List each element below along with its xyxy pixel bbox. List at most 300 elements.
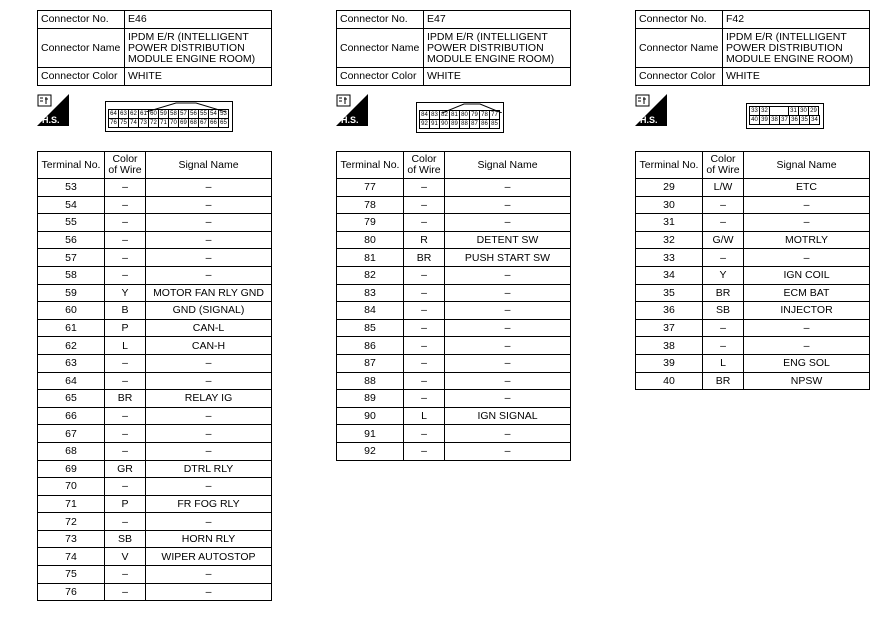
table-row <box>636 231 870 249</box>
wire-color-cell: – <box>404 319 445 337</box>
connector-pin: 59 <box>158 109 169 119</box>
connector-name-label: Connector Name <box>636 29 723 68</box>
table-row <box>636 249 870 267</box>
signal-name-cell: – <box>146 214 272 232</box>
color-of-wire-header: Color of Wire <box>105 152 146 179</box>
signal-name-cell: DETENT SW <box>445 231 571 249</box>
connector-pin: 72 <box>148 118 159 128</box>
terminal-no-cell: 73 <box>38 530 105 548</box>
table-row <box>38 425 272 443</box>
hs-harness-side-icon <box>336 94 368 126</box>
connector-pin: 74 <box>128 118 139 128</box>
connector-no-value: E47 <box>424 11 571 29</box>
connector-color-label: Connector Color <box>337 68 424 86</box>
wire-color-cell: L <box>105 337 146 355</box>
signal-name-cell: – <box>744 196 870 214</box>
signal-name-cell: – <box>445 337 571 355</box>
terminal-no-cell: 33 <box>636 249 703 267</box>
wire-color-cell: – <box>404 302 445 320</box>
connector-pin: 70 <box>168 118 179 128</box>
table-row <box>636 266 870 284</box>
signal-name-cell: – <box>146 478 272 496</box>
signal-name-cell: – <box>445 266 571 284</box>
signal-name-cell: – <box>445 179 571 197</box>
table-row <box>636 302 870 320</box>
terminal-no-cell: 78 <box>337 196 404 214</box>
terminal-table-e46 <box>37 151 272 601</box>
svg-text:H.S.: H.S. <box>42 115 60 125</box>
connector-e47-diagram <box>416 102 504 133</box>
terminal-no-header: Terminal No. <box>38 152 105 179</box>
signal-name-cell: – <box>146 372 272 390</box>
terminal-no-cell: 83 <box>337 284 404 302</box>
wire-color-cell: – <box>404 196 445 214</box>
table-row <box>337 390 571 408</box>
wire-color-cell: – <box>404 390 445 408</box>
table-row <box>337 249 571 267</box>
table-row <box>337 284 571 302</box>
wire-color-cell: – <box>404 179 445 197</box>
wire-color-cell: – <box>105 214 146 232</box>
terminal-no-cell: 54 <box>38 196 105 214</box>
signal-name-cell: GND (SIGNAL) <box>146 302 272 320</box>
connector-pin: 73 <box>138 118 149 128</box>
wire-color-cell: – <box>105 566 146 584</box>
terminal-no-cell: 72 <box>38 513 105 531</box>
connector-pin: 53 <box>218 109 229 119</box>
table-row <box>337 337 571 355</box>
connector-pin: 78 <box>479 110 490 120</box>
terminal-no-cell: 90 <box>337 407 404 425</box>
connector-pin: 75 <box>118 118 129 128</box>
signal-name-header: Signal Name <box>146 152 272 179</box>
wire-color-cell: L <box>703 354 744 372</box>
terminal-no-cell: 84 <box>337 302 404 320</box>
connector-name-value: IPDM E/R (INTELLIGENT POWER DISTRIBUTION MODULE ENGINE ROOM) <box>723 29 870 68</box>
terminal-no-cell: 38 <box>636 337 703 355</box>
table-row <box>337 214 571 232</box>
signal-name-cell: MOTRLY <box>744 231 870 249</box>
signal-name-cell: FR FOG RLY <box>146 495 272 513</box>
connector-pin: 64 <box>108 109 119 119</box>
terminal-no-cell: 32 <box>636 231 703 249</box>
wire-color-cell: – <box>703 214 744 232</box>
table-row <box>636 214 870 232</box>
table-row <box>38 566 272 584</box>
terminal-no-cell: 80 <box>337 231 404 249</box>
wire-color-cell: – <box>105 196 146 214</box>
terminal-no-cell: 29 <box>636 179 703 197</box>
connector-name-value: IPDM E/R (INTELLIGENT POWER DISTRIBUTION MODULE ENGINE ROOM) <box>424 29 571 68</box>
table-row <box>38 231 272 249</box>
wire-color-cell: – <box>105 442 146 460</box>
connector-pin: 55 <box>198 109 209 119</box>
wire-color-cell: G/W <box>703 231 744 249</box>
wire-color-cell: – <box>105 583 146 601</box>
signal-name-cell: – <box>146 231 272 249</box>
wire-color-cell: SB <box>703 302 744 320</box>
wire-color-cell: BR <box>105 390 146 408</box>
connector-pin: 35 <box>799 115 810 125</box>
wire-color-cell: L/W <box>703 179 744 197</box>
wire-color-cell: P <box>105 319 146 337</box>
connector-pin: 92 <box>419 119 430 129</box>
wire-color-cell: – <box>105 513 146 531</box>
terminal-table-f42 <box>635 151 870 390</box>
connector-pin: 34 <box>809 115 820 125</box>
signal-name-cell: MOTOR FAN RLY GND <box>146 284 272 302</box>
terminal-no-cell: 75 <box>38 566 105 584</box>
signal-name-cell: – <box>445 354 571 372</box>
signal-name-cell: INJECTOR <box>744 302 870 320</box>
connector-color-value: WHITE <box>125 68 272 86</box>
signal-name-cell: – <box>445 319 571 337</box>
connector-pin: 76 <box>108 118 119 128</box>
signal-name-cell: WIPER AUTOSTOP <box>146 548 272 566</box>
terminal-no-cell: 86 <box>337 337 404 355</box>
signal-name-cell: IGN SIGNAL <box>445 407 571 425</box>
table-row <box>38 442 272 460</box>
signal-name-cell: – <box>445 214 571 232</box>
terminal-no-cell: 63 <box>38 354 105 372</box>
terminal-table-e47 <box>336 151 571 461</box>
svg-text:H.S.: H.S. <box>640 115 658 125</box>
terminal-no-cell: 82 <box>337 266 404 284</box>
terminal-no-cell: 66 <box>38 407 105 425</box>
table-row <box>337 372 571 390</box>
connector-pin: 82 <box>439 110 450 120</box>
table-row <box>38 196 272 214</box>
terminal-no-cell: 39 <box>636 354 703 372</box>
table-row <box>636 319 870 337</box>
signal-name-cell: DTRL RLY <box>146 460 272 478</box>
table-row <box>38 284 272 302</box>
wire-color-cell: – <box>105 179 146 197</box>
table-row <box>337 196 571 214</box>
table-row <box>38 354 272 372</box>
signal-name-header: Signal Name <box>445 152 571 179</box>
terminal-no-cell: 69 <box>38 460 105 478</box>
terminal-no-cell: 34 <box>636 266 703 284</box>
wire-color-cell: – <box>703 337 744 355</box>
terminal-no-cell: 85 <box>337 319 404 337</box>
terminal-no-cell: 70 <box>38 478 105 496</box>
signal-name-cell: ECM BAT <box>744 284 870 302</box>
wire-color-cell: – <box>105 354 146 372</box>
terminal-no-cell: 67 <box>38 425 105 443</box>
color-of-wire-header: Color of Wire <box>404 152 445 179</box>
terminal-no-cell: 40 <box>636 372 703 390</box>
wire-color-cell: Y <box>703 266 744 284</box>
wire-color-cell: – <box>105 231 146 249</box>
connector-pin: 65 <box>218 118 229 128</box>
connector-color-label: Connector Color <box>38 68 125 86</box>
terminal-no-cell: 88 <box>337 372 404 390</box>
terminal-no-cell: 53 <box>38 179 105 197</box>
terminal-no-cell: 77 <box>337 179 404 197</box>
signal-name-cell: – <box>445 390 571 408</box>
wire-color-cell: Y <box>105 284 146 302</box>
connector-no-value: E46 <box>125 11 272 29</box>
table-row <box>38 548 272 566</box>
connector-f42-diagram <box>746 103 824 129</box>
wire-color-cell: – <box>404 425 445 443</box>
connector-pin: 77 <box>489 110 500 120</box>
table-row <box>38 249 272 267</box>
connector-pin: 60 <box>148 109 159 119</box>
wire-color-cell: P <box>105 495 146 513</box>
connector-pin: 90 <box>439 119 450 129</box>
connector-pin: 57 <box>178 109 189 119</box>
terminal-no-cell: 35 <box>636 284 703 302</box>
wire-color-cell: – <box>703 249 744 267</box>
terminal-no-cell: 61 <box>38 319 105 337</box>
table-row <box>636 196 870 214</box>
terminal-no-cell: 37 <box>636 319 703 337</box>
hs-harness-side-icon <box>635 94 667 126</box>
connector-pin: 40 <box>749 115 760 125</box>
connector-pin: 37 <box>779 115 790 125</box>
wire-color-cell: – <box>404 214 445 232</box>
wire-color-cell: – <box>105 249 146 267</box>
table-row <box>38 390 272 408</box>
terminal-no-cell: 56 <box>38 231 105 249</box>
signal-name-cell: CAN-L <box>146 319 272 337</box>
table-row <box>337 302 571 320</box>
terminal-no-cell: 60 <box>38 302 105 320</box>
table-row <box>337 425 571 443</box>
terminal-no-cell: 59 <box>38 284 105 302</box>
terminal-no-header: Terminal No. <box>337 152 404 179</box>
table-row <box>38 214 272 232</box>
wire-color-cell: – <box>404 372 445 390</box>
table-row <box>38 319 272 337</box>
table-row <box>337 266 571 284</box>
terminal-no-cell: 36 <box>636 302 703 320</box>
terminal-no-cell: 55 <box>38 214 105 232</box>
terminal-no-cell: 79 <box>337 214 404 232</box>
wire-color-cell: – <box>105 372 146 390</box>
wire-color-cell: – <box>404 442 445 460</box>
connector-pin: 91 <box>429 119 440 129</box>
table-row <box>38 460 272 478</box>
table-row <box>337 442 571 460</box>
table-row <box>636 337 870 355</box>
table-row <box>38 530 272 548</box>
signal-name-cell: – <box>146 249 272 267</box>
wire-color-cell: – <box>404 284 445 302</box>
signal-name-cell: NPSW <box>744 372 870 390</box>
connector-pin: 84 <box>419 110 430 120</box>
connector-e47-info <box>336 10 571 86</box>
connector-pin: 66 <box>208 118 219 128</box>
connector-pin: 63 <box>118 109 129 119</box>
terminal-no-cell: 64 <box>38 372 105 390</box>
terminal-no-cell: 31 <box>636 214 703 232</box>
wire-color-cell: – <box>105 478 146 496</box>
connector-pin: 29 <box>808 106 819 116</box>
signal-name-cell: – <box>146 583 272 601</box>
signal-name-cell: RELAY IG <box>146 390 272 408</box>
table-row <box>38 478 272 496</box>
signal-name-cell: – <box>146 266 272 284</box>
wire-color-cell: – <box>703 319 744 337</box>
connector-no-value: F42 <box>723 11 870 29</box>
connector-pin: 68 <box>188 118 199 128</box>
table-row <box>337 179 571 197</box>
connector-pin: 58 <box>168 109 179 119</box>
connector-pin: 81 <box>449 110 460 120</box>
wire-color-cell: SB <box>105 530 146 548</box>
connector-name-label: Connector Name <box>337 29 424 68</box>
signal-name-header: Signal Name <box>744 152 870 179</box>
connector-pin: 69 <box>178 118 189 128</box>
connector-pin: 79 <box>469 110 480 120</box>
connector-pin: 71 <box>158 118 169 128</box>
terminal-no-cell: 91 <box>337 425 404 443</box>
table-row <box>337 319 571 337</box>
table-row <box>636 354 870 372</box>
terminal-no-cell: 74 <box>38 548 105 566</box>
signal-name-cell: ENG SOL <box>744 354 870 372</box>
table-row <box>636 372 870 390</box>
connector-pin: 62 <box>128 109 139 119</box>
terminal-no-cell: 76 <box>38 583 105 601</box>
connector-pin: 87 <box>469 119 480 129</box>
connector-pin: 61 <box>138 109 149 119</box>
signal-name-cell: – <box>744 337 870 355</box>
connector-pin: 83 <box>429 110 440 120</box>
connector-pin: 56 <box>188 109 199 119</box>
signal-name-cell: – <box>146 425 272 443</box>
table-row <box>636 179 870 197</box>
table-row <box>38 495 272 513</box>
wire-color-cell: – <box>404 354 445 372</box>
connector-color-value: WHITE <box>424 68 571 86</box>
signal-name-cell: – <box>146 566 272 584</box>
connector-no-label: Connector No. <box>636 11 723 29</box>
signal-name-cell: – <box>146 179 272 197</box>
wire-color-cell: L <box>404 407 445 425</box>
connector-name-label: Connector Name <box>38 29 125 68</box>
terminal-no-header: Terminal No. <box>636 152 703 179</box>
table-row <box>337 407 571 425</box>
table-row <box>38 179 272 197</box>
wire-color-cell: BR <box>703 372 744 390</box>
wire-color-cell: – <box>105 266 146 284</box>
table-row <box>38 513 272 531</box>
connector-pin: 89 <box>449 119 460 129</box>
wire-color-cell: – <box>404 337 445 355</box>
terminal-no-cell: 92 <box>337 442 404 460</box>
svg-text:H.S.: H.S. <box>341 115 359 125</box>
table-row <box>38 266 272 284</box>
wire-color-cell: – <box>105 407 146 425</box>
connector-pin: 33 <box>749 106 760 116</box>
terminal-no-cell: 89 <box>337 390 404 408</box>
signal-name-cell: – <box>146 442 272 460</box>
signal-name-cell: ETC <box>744 179 870 197</box>
signal-name-cell: CAN-H <box>146 337 272 355</box>
connector-color-value: WHITE <box>723 68 870 86</box>
connector-pin: 38 <box>769 115 780 125</box>
signal-name-cell: – <box>445 196 571 214</box>
signal-name-cell: – <box>146 407 272 425</box>
wire-color-cell: R <box>404 231 445 249</box>
table-row <box>38 302 272 320</box>
hs-harness-side-icon <box>37 94 69 126</box>
table-row <box>337 354 571 372</box>
signal-name-cell: – <box>744 249 870 267</box>
terminal-no-cell: 87 <box>337 354 404 372</box>
connector-name-value: IPDM E/R (INTELLIGENT POWER DISTRIBUTION MODULE ENGINE ROOM) <box>125 29 272 68</box>
signal-name-cell: – <box>445 442 571 460</box>
connector-pin: 80 <box>459 110 470 120</box>
connector-pin: 30 <box>798 106 809 116</box>
connector-pin: 36 <box>789 115 800 125</box>
connector-pin: 31 <box>788 106 799 116</box>
table-row <box>38 407 272 425</box>
connector-pin: 88 <box>459 119 470 129</box>
wire-color-cell: – <box>105 425 146 443</box>
table-row <box>636 284 870 302</box>
signal-name-cell: – <box>744 319 870 337</box>
color-of-wire-header: Color of Wire <box>703 152 744 179</box>
connector-no-label: Connector No. <box>38 11 125 29</box>
connector-pin: 86 <box>479 119 490 129</box>
terminal-no-cell: 65 <box>38 390 105 408</box>
wire-color-cell: – <box>703 196 744 214</box>
connector-f42-info <box>635 10 870 86</box>
terminal-no-cell: 68 <box>38 442 105 460</box>
signal-name-cell: – <box>445 302 571 320</box>
signal-name-cell: IGN COIL <box>744 266 870 284</box>
signal-name-cell: – <box>445 372 571 390</box>
connector-color-label: Connector Color <box>636 68 723 86</box>
connector-no-label: Connector No. <box>337 11 424 29</box>
wire-color-cell: – <box>404 266 445 284</box>
table-row <box>38 372 272 390</box>
signal-name-cell: – <box>146 354 272 372</box>
terminal-no-cell: 58 <box>38 266 105 284</box>
terminal-no-cell: 30 <box>636 196 703 214</box>
connector-pin: 54 <box>208 109 219 119</box>
connector-e46-diagram <box>105 101 233 132</box>
signal-name-cell: PUSH START SW <box>445 249 571 267</box>
wire-color-cell: GR <box>105 460 146 478</box>
wire-color-cell: V <box>105 548 146 566</box>
connector-e46-info <box>37 10 272 86</box>
wire-color-cell: BR <box>703 284 744 302</box>
connector-pin: 67 <box>198 118 209 128</box>
wire-color-cell: BR <box>404 249 445 267</box>
terminal-no-cell: 57 <box>38 249 105 267</box>
connector-pin: 32 <box>759 106 770 116</box>
table-row <box>38 337 272 355</box>
connector-pin: 85 <box>489 119 500 129</box>
signal-name-cell: – <box>146 513 272 531</box>
signal-name-cell: – <box>445 284 571 302</box>
connector-pin: 39 <box>759 115 770 125</box>
signal-name-cell: – <box>445 425 571 443</box>
terminal-no-cell: 62 <box>38 337 105 355</box>
signal-name-cell: – <box>744 214 870 232</box>
terminal-no-cell: 81 <box>337 249 404 267</box>
wire-color-cell: B <box>105 302 146 320</box>
table-row <box>38 583 272 601</box>
table-row <box>337 231 571 249</box>
signal-name-cell: – <box>146 196 272 214</box>
